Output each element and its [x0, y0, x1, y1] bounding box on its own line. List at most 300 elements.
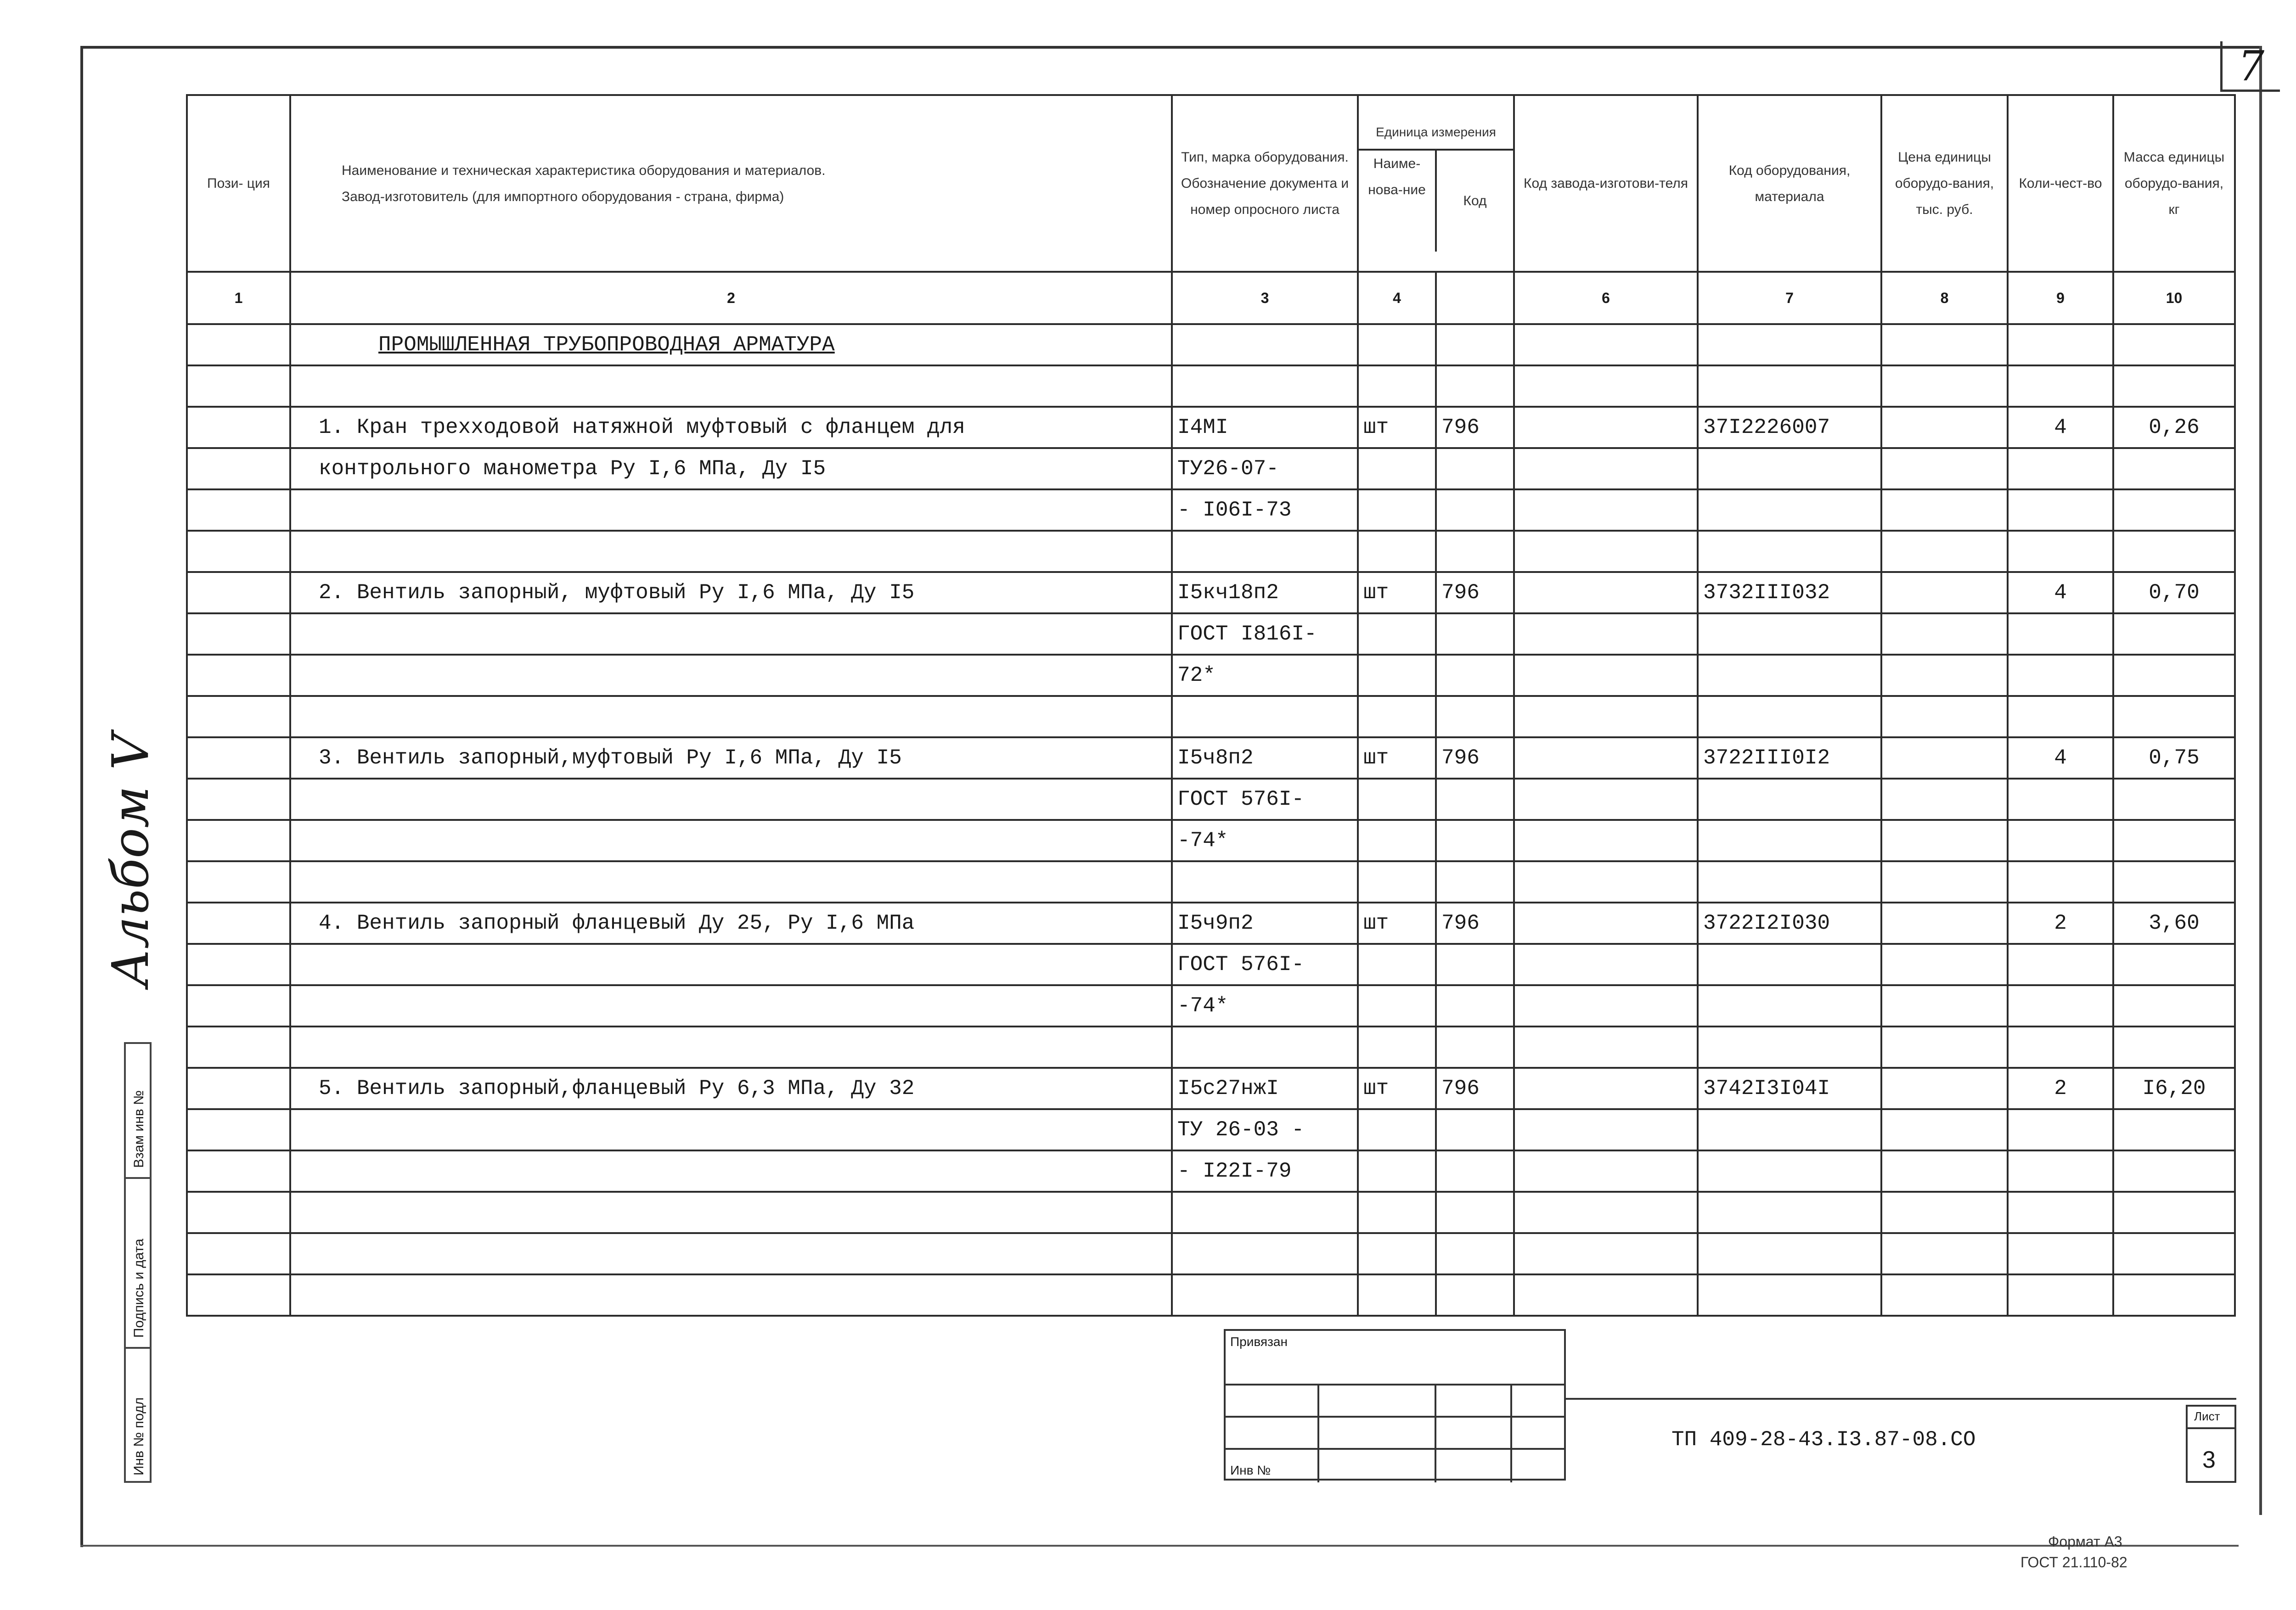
table-cell	[1881, 448, 2008, 489]
table-cell	[2113, 489, 2235, 531]
table-cell	[2008, 489, 2113, 531]
table-cell	[1881, 1192, 2008, 1233]
table-cell	[1698, 365, 1881, 407]
table-cell	[1514, 861, 1698, 903]
column-number: 7	[1698, 272, 1881, 324]
stamp-inventory-label: Инв №	[1230, 1463, 1271, 1477]
table-cell	[1881, 1274, 2008, 1316]
table-cell	[2008, 1150, 2113, 1192]
header-units-group: Единица измерения	[1359, 115, 1513, 151]
table-cell	[1881, 1027, 2008, 1068]
column-number: 3	[1172, 272, 1358, 324]
section-title: ПРОМЫШЛЕННАЯ ТРУБОПРОВОДНАЯ АРМАТУРА	[290, 324, 1172, 365]
table-cell	[2113, 1233, 2235, 1274]
side-divider	[126, 1177, 150, 1179]
table-cell	[187, 1274, 290, 1316]
table-cell: 0,70	[2113, 572, 2235, 613]
table-cell	[1436, 861, 1514, 903]
stamp-divider	[1435, 1384, 1436, 1482]
table-cell	[187, 1109, 290, 1150]
table-cell	[1358, 1192, 1436, 1233]
table-cell	[187, 407, 290, 448]
table-cell	[1514, 1233, 1698, 1274]
table-row	[187, 655, 2235, 696]
table-cell	[1514, 1192, 1698, 1233]
table-cell	[187, 572, 290, 613]
table-cell	[187, 1068, 290, 1109]
table-cell	[1436, 324, 1514, 365]
table-cell	[1358, 985, 1436, 1027]
table-row	[187, 696, 2235, 737]
table-cell	[2008, 985, 2113, 1027]
header-quantity: Коли-чест-во	[2008, 95, 2113, 272]
table-cell	[1698, 779, 1881, 820]
table-cell	[1698, 985, 1881, 1027]
table-cell	[1881, 572, 2008, 613]
table-cell	[1881, 903, 2008, 944]
table-cell	[1172, 696, 1358, 737]
table-cell	[1881, 613, 2008, 655]
table-cell	[1514, 448, 1698, 489]
table-cell	[290, 1109, 1172, 1150]
column-number: 8	[1881, 272, 2008, 324]
table-cell	[1698, 489, 1881, 531]
header-unit-price: Цена единицы оборудо-вания, тыс. руб.	[1881, 95, 2008, 272]
table-cell	[290, 696, 1172, 737]
table-cell	[1881, 407, 2008, 448]
table-cell	[1881, 985, 2008, 1027]
table-cell: 2. Вентиль запорный, муфтовый Ру I,6 МПа, Ду I5	[290, 572, 1172, 613]
table-cell	[2113, 820, 2235, 861]
sheet-label: Лист	[2194, 1409, 2220, 1423]
table-cell	[290, 1274, 1172, 1316]
table-cell	[2008, 365, 2113, 407]
table-cell	[1358, 779, 1436, 820]
table-cell: 2	[2008, 903, 2113, 944]
table-cell	[187, 655, 290, 696]
table-cell: контрольного манометра Ру I,6 МПа, Ду I5	[290, 448, 1172, 489]
table-cell	[1881, 737, 2008, 779]
table-cell	[290, 820, 1172, 861]
table-cell	[1698, 1274, 1881, 1316]
table-header-row	[187, 95, 2235, 272]
table-cell	[2113, 779, 2235, 820]
table-cell	[1358, 324, 1436, 365]
table-cell	[290, 861, 1172, 903]
table-cell: 3,60	[2113, 903, 2235, 944]
table-row	[187, 1233, 2235, 1274]
table-cell	[2008, 696, 2113, 737]
table-cell	[1698, 1192, 1881, 1233]
table-cell	[290, 1233, 1172, 1274]
stamp-divider	[1226, 1416, 1564, 1418]
side-divider	[126, 1347, 150, 1349]
paper-format: Формат А3	[2048, 1533, 2122, 1550]
table-cell	[1698, 448, 1881, 489]
table-cell	[2113, 655, 2235, 696]
table-cell	[2113, 985, 2235, 1027]
table-row	[187, 737, 2235, 779]
table-cell	[187, 489, 290, 531]
table-cell	[2008, 324, 2113, 365]
table-cell	[1358, 448, 1436, 489]
table-cell	[2008, 861, 2113, 903]
table-cell	[2008, 779, 2113, 820]
table-cell: 2	[2008, 1068, 2113, 1109]
side-inv-orig: Инв № подл	[131, 1397, 146, 1475]
table-row	[187, 779, 2235, 820]
table-cell	[290, 655, 1172, 696]
table-cell	[1881, 1233, 2008, 1274]
table-cell	[2113, 613, 2235, 655]
header-equipment-code: Код оборудования, материала	[1698, 95, 1881, 272]
table-cell	[1436, 820, 1514, 861]
table-cell	[1881, 324, 2008, 365]
table-cell	[1881, 861, 2008, 903]
table-cell	[1881, 1150, 2008, 1192]
header-position: Пози- ция	[187, 95, 290, 272]
table-cell	[1172, 861, 1358, 903]
table-cell: 0,26	[2113, 407, 2235, 448]
table-cell	[2113, 1109, 2235, 1150]
table-cell	[290, 1150, 1172, 1192]
header-description-line2: Завод-изготовитель (для импортного оборудования - страна, фирма)	[342, 189, 784, 204]
table-cell: I5ч9п2	[1172, 903, 1358, 944]
table-row	[187, 407, 2235, 448]
table-cell	[187, 448, 290, 489]
table-cell	[2113, 944, 2235, 985]
side-sign-date: Подпись и дата	[131, 1239, 146, 1338]
table-row	[187, 1192, 2235, 1233]
table-cell	[1358, 696, 1436, 737]
table-cell	[1698, 531, 1881, 572]
table-cell	[1514, 489, 1698, 531]
table-cell	[1698, 655, 1881, 696]
table-cell	[1358, 613, 1436, 655]
header-unit-name: Наиме-нова-ние	[1359, 151, 1437, 252]
gost-standard: ГОСТ 21.110-82	[2020, 1554, 2127, 1571]
table-cell: 0,75	[2113, 737, 2235, 779]
sheet-value: 3	[2202, 1447, 2216, 1473]
table-cell	[2008, 613, 2113, 655]
table-cell	[1436, 1233, 1514, 1274]
table-cell	[1172, 1027, 1358, 1068]
table-body	[187, 365, 2235, 1316]
table-cell	[1514, 779, 1698, 820]
table-cell: 3. Вентиль запорный,муфтовый Ру I,6 МПа, Ду I5	[290, 737, 1172, 779]
table-cell: 796	[1436, 572, 1514, 613]
frame-right-edge	[2259, 46, 2262, 1515]
table-cell	[1358, 861, 1436, 903]
table-cell	[1881, 489, 2008, 531]
table-cell	[1436, 489, 1514, 531]
table-cell	[2113, 448, 2235, 489]
side-stamp-strip	[124, 1042, 152, 1483]
stamp-divider	[1510, 1384, 1512, 1482]
table-cell	[1514, 531, 1698, 572]
side-replace-inv: Взам инв №	[131, 1090, 146, 1168]
table-cell	[1698, 1150, 1881, 1192]
table-cell: I4MI	[1172, 407, 1358, 448]
table-cell	[1514, 696, 1698, 737]
table-cell	[1436, 613, 1514, 655]
table-cell: 4	[2008, 737, 2113, 779]
table-cell: 5. Вентиль запорный,фланцевый Ру 6,3 МПа, Ду 32	[290, 1068, 1172, 1109]
header-description	[290, 95, 1172, 272]
table-cell	[1358, 365, 1436, 407]
table-cell	[2113, 531, 2235, 572]
table-row	[187, 365, 2235, 407]
stamp-divider	[1226, 1384, 1564, 1386]
table-cell	[2113, 861, 2235, 903]
table-cell: шт	[1358, 407, 1436, 448]
table-cell	[290, 531, 1172, 572]
column-number	[1436, 272, 1514, 324]
table-cell	[1698, 613, 1881, 655]
table-cell	[1514, 1274, 1698, 1316]
table-cell	[1436, 531, 1514, 572]
table-cell	[1881, 1109, 2008, 1150]
approval-stamp	[1224, 1329, 1566, 1481]
column-number: 1	[187, 272, 290, 324]
table-cell: -74*	[1172, 985, 1358, 1027]
table-cell	[290, 1027, 1172, 1068]
specification-table	[186, 94, 2236, 1317]
table-cell	[1436, 655, 1514, 696]
table-cell	[187, 365, 290, 407]
table-cell	[1881, 1068, 2008, 1109]
table-cell: ГОСТ 576I-	[1172, 779, 1358, 820]
table-cell	[1514, 985, 1698, 1027]
table-cell	[187, 1027, 290, 1068]
table-cell: 3742I3I04I	[1698, 1068, 1881, 1109]
table-cell	[1514, 572, 1698, 613]
header-manufacturer-code: Код завода-изготови-теля	[1514, 95, 1698, 272]
table-cell	[1358, 1233, 1436, 1274]
table-cell	[1514, 613, 1698, 655]
table-cell	[1698, 324, 1881, 365]
section-title-row	[187, 324, 2235, 365]
table-cell	[1514, 820, 1698, 861]
table-cell	[187, 1150, 290, 1192]
stamp-label: Привязан	[1230, 1335, 1288, 1349]
table-row	[187, 1150, 2235, 1192]
table-cell	[187, 737, 290, 779]
table-cell: 796	[1436, 1068, 1514, 1109]
table-cell: шт	[1358, 572, 1436, 613]
table-cell	[1436, 1150, 1514, 1192]
table-cell	[290, 944, 1172, 985]
table-cell: I5с27нжI	[1172, 1068, 1358, 1109]
table-cell	[1436, 365, 1514, 407]
table-cell	[1881, 696, 2008, 737]
table-cell	[1436, 696, 1514, 737]
header-unit-mass: Масса единицы оборудо-вания, кг	[2113, 95, 2235, 272]
table-cell: 3722III0I2	[1698, 737, 1881, 779]
table-cell	[187, 324, 290, 365]
table-cell: - I22I-79	[1172, 1150, 1358, 1192]
table-cell	[2113, 324, 2235, 365]
table-cell	[1881, 655, 2008, 696]
table-cell	[187, 696, 290, 737]
table-cell	[2008, 944, 2113, 985]
table-cell: - I06I-73	[1172, 489, 1358, 531]
table-cell	[1514, 365, 1698, 407]
table-cell	[1436, 779, 1514, 820]
table-cell	[187, 944, 290, 985]
table-cell	[1436, 1109, 1514, 1150]
table-cell	[2008, 448, 2113, 489]
header-description-line1: Наименование и техническая характеристика оборудования и материалов.	[342, 163, 826, 178]
table-cell	[1698, 820, 1881, 861]
table-row	[187, 861, 2235, 903]
sheet-number-box	[2186, 1405, 2236, 1483]
column-number: 9	[2008, 272, 2113, 324]
table-cell	[1358, 489, 1436, 531]
table-cell: ГОСТ 576I-	[1172, 944, 1358, 985]
table-cell	[2113, 365, 2235, 407]
table-cell	[187, 779, 290, 820]
table-cell	[187, 820, 290, 861]
table-cell	[1698, 944, 1881, 985]
table-cell: 37I2226007	[1698, 407, 1881, 448]
table-cell	[1698, 1027, 1881, 1068]
table-cell	[1881, 820, 2008, 861]
table-cell	[2008, 1109, 2113, 1150]
table-cell	[2008, 531, 2113, 572]
table-cell	[1436, 985, 1514, 1027]
table-cell	[1358, 1109, 1436, 1150]
table-cell	[1514, 1109, 1698, 1150]
table-cell	[290, 779, 1172, 820]
table-row	[187, 1068, 2235, 1109]
table-cell	[1172, 531, 1358, 572]
table-cell	[1358, 1274, 1436, 1316]
table-row	[187, 985, 2235, 1027]
table-cell: 4. Вентиль запорный фланцевый Ду 25, Ру I,6 МПа	[290, 903, 1172, 944]
table-cell	[1514, 1068, 1698, 1109]
table-row	[187, 1027, 2235, 1068]
table-cell	[1436, 1192, 1514, 1233]
table-cell	[1698, 861, 1881, 903]
table-cell	[1358, 820, 1436, 861]
header-type: Тип, марка оборудования. Обозначение документа и номер опросного листа	[1172, 95, 1358, 272]
album-label: Альбом V	[101, 733, 160, 987]
table-cell	[1514, 1150, 1698, 1192]
table-cell	[1358, 531, 1436, 572]
table-cell: 3722I2I030	[1698, 903, 1881, 944]
table-cell	[1172, 365, 1358, 407]
table-cell	[2008, 1274, 2113, 1316]
table-row	[187, 820, 2235, 861]
table-cell	[1514, 407, 1698, 448]
table-cell: 796	[1436, 903, 1514, 944]
table-cell	[290, 365, 1172, 407]
table-cell	[1436, 448, 1514, 489]
table-cell	[1881, 944, 2008, 985]
table-cell	[1698, 696, 1881, 737]
table-cell	[1358, 1150, 1436, 1192]
table-cell	[187, 985, 290, 1027]
table-cell	[2113, 1027, 2235, 1068]
table-cell: ТУ26-07-	[1172, 448, 1358, 489]
table-cell	[1881, 365, 2008, 407]
table-cell	[187, 531, 290, 572]
table-cell	[1172, 1233, 1358, 1274]
table-cell: 72*	[1172, 655, 1358, 696]
table-cell	[1436, 1027, 1514, 1068]
column-number: 6	[1514, 272, 1698, 324]
table-cell	[1698, 1233, 1881, 1274]
table-cell	[1358, 944, 1436, 985]
table-cell	[1358, 1027, 1436, 1068]
table-cell	[290, 613, 1172, 655]
stamp-divider	[1226, 1448, 1564, 1450]
table-cell: шт	[1358, 1068, 1436, 1109]
document-code: ТП 409-28-43.I3.87-08.СО	[1671, 1428, 1976, 1452]
table-cell	[2008, 1233, 2113, 1274]
table-cell: ТУ 26-03 -	[1172, 1109, 1358, 1150]
table-cell	[187, 861, 290, 903]
table-cell	[290, 1192, 1172, 1233]
table-cell: I6,20	[2113, 1068, 2235, 1109]
table-cell	[2008, 655, 2113, 696]
column-number-row	[187, 272, 2235, 324]
table-cell	[1172, 324, 1358, 365]
table-cell: 1. Кран трехходовой натяжной муфтовый с фланцем для	[290, 407, 1172, 448]
table-cell	[187, 1192, 290, 1233]
table-cell: 3732III032	[1698, 572, 1881, 613]
table-row	[187, 572, 2235, 613]
table-row	[187, 903, 2235, 944]
table-cell: шт	[1358, 737, 1436, 779]
table-cell	[1436, 1274, 1514, 1316]
table-cell	[187, 613, 290, 655]
table-row	[187, 531, 2235, 572]
table-cell	[2113, 696, 2235, 737]
stamp-divider	[1317, 1384, 1319, 1482]
table-cell: -74*	[1172, 820, 1358, 861]
table-cell	[1172, 1274, 1358, 1316]
table-cell: 4	[2008, 407, 2113, 448]
table-cell: 4	[2008, 572, 2113, 613]
table-cell	[2113, 1150, 2235, 1192]
table-cell	[187, 903, 290, 944]
table-cell: ГОСТ I816I-	[1172, 613, 1358, 655]
table-cell	[2008, 820, 2113, 861]
frame-bottom-line	[80, 1545, 2239, 1547]
table-cell	[1514, 1027, 1698, 1068]
table-cell	[1514, 655, 1698, 696]
table-cell	[2113, 1192, 2235, 1233]
table-cell	[1881, 531, 2008, 572]
table-cell	[1514, 324, 1698, 365]
table-row	[187, 448, 2235, 489]
table-cell: шт	[1358, 903, 1436, 944]
table-cell: I5ч8п2	[1172, 737, 1358, 779]
column-number: 10	[2113, 272, 2235, 324]
table-row	[187, 489, 2235, 531]
table-row	[187, 944, 2235, 985]
title-block-line	[1566, 1398, 2236, 1400]
table-cell	[1358, 655, 1436, 696]
table-cell: 796	[1436, 737, 1514, 779]
table-cell	[2113, 1274, 2235, 1316]
column-number: 2	[290, 272, 1172, 324]
column-number: 4	[1358, 272, 1436, 324]
table-row	[187, 613, 2235, 655]
header-units	[1358, 95, 1514, 272]
